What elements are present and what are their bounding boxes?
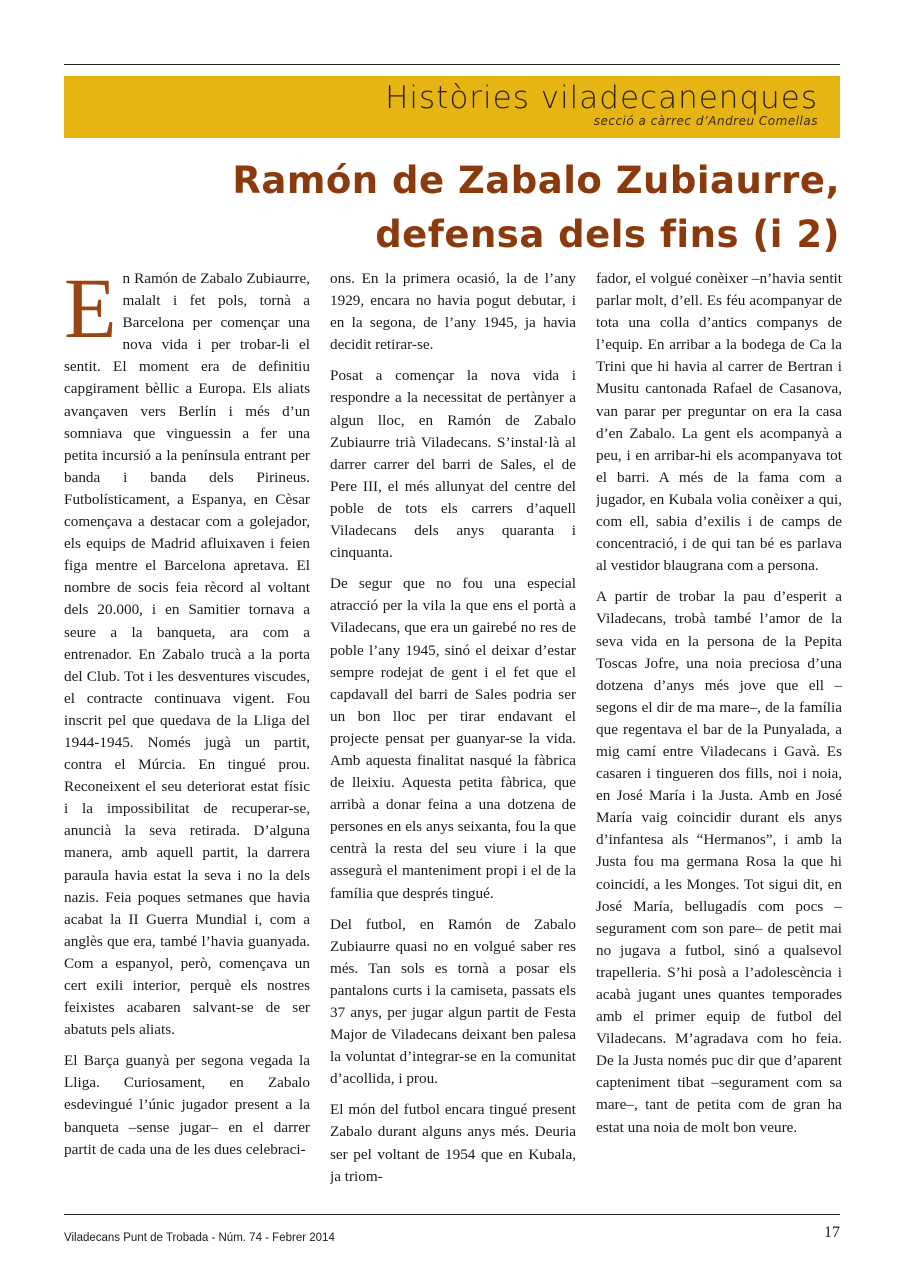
top-rule <box>64 64 840 65</box>
article-title-line-2: defensa dels fins (i 2) <box>375 213 840 256</box>
paragraph: ons. En la primera ocasió, la de l’any 1929, encara no havia pogut debutar, i en la segona, de l’any 1945, ja havia decidit retirar-se. <box>330 270 576 354</box>
section-title: Històries viladecanenques <box>385 80 818 116</box>
section-credit: secció a càrrec d’Andreu Comellas <box>593 114 818 128</box>
section-banner <box>64 76 840 138</box>
column-3 <box>596 268 842 1204</box>
paragraph: En Ramón de Zabalo Zubiaurre, malalt i fet pols, tornà a Barcelona per començar una nova vida i per trobar-li el sentit. El moment era de definitiu capgirament bèllic a Europa. Els aliats avançaven vers Berlín i més d’un somniava que vinguessin a fer una petita incursió a la península entrant per banda i banda dels Pirineus. Futbolísticament, a Espanya, en Cèsar començava a destacar com a golejador, els equips de Madrid afluixaven i feien figa mentre el Barcelona apretava. El nombre de socis feia rècord al voltant dels 20.000, i en Samitier tornava a seure a la banqueta, ara com a entrenador. En Zabalo trucà a la porta del Club. Tot i les desventures viscudes, el contracte continuava vigent. Fou inscrit pel que quedava de la Lliga del 1944-1945. Només jugà un partit, contra el Múrcia. En tingué prou. Reconeixent el seu deteriorat estat físic i la impossibilitat de recuperar-se, anuncià la seva retirada. D’alguna manera, amb aquell partit, la darrera paraula havia estat la seva i no la dels nazis. Feia poques setmanes que havia acabat la II Guerra Mundial i, com a anglès que era, també l’havia guanyada. Com a espanyol, però, començava un cert exili interior, perquè els nostres feixistes acabaren salvant-se de ser abatuts pels aliats. <box>64 268 310 1039</box>
article-title-line-1: Ramón de Zabalo Zubiaurre, <box>232 159 840 202</box>
paragraph: El món del futbol encara tingué present Zabalo durant alguns anys més. Deuria ser pel voltant de 1954 que en Kubala, ja triom- <box>330 1101 576 1185</box>
drop-cap: E <box>64 268 117 356</box>
footer-publication: Viladecans Punt de Trobada - Núm. 74 - Febrer 2014 <box>64 1232 335 1244</box>
bottom-rule <box>64 1214 840 1215</box>
paragraph: Del futbol, en Ramón de Zabalo Zubiaurre quasi no en volgué saber res més. Tan sols es tornà a posar els pantalons curts i la camiseta, passats els 37 anys, per jugar algun partit de Festa Major de Viladecans deixant ben palesa la voluntat d’integrar-se en la comunitat d’acollida, i prou. <box>330 915 576 1088</box>
paragraph: El Barça guanyà per segona vegada la Lliga. Curiosament, en Zabalo esdevingué l’únic jugador present a la banqueta –sense jugar– en el darrer partit de cada una de les dues celebraci- <box>64 1052 310 1158</box>
paragraph: A partir de trobar la pau d’esperit a Viladecans, trobà també l’amor de la seva vida en la persona de la Pepita Toscas Jofre, una noia preciosa d’una dotzena d’anys més jove que ell –segons el dir de ma mare–, de la família que regentava el bar de la Punyalada, a mig camí entre Viladecans i Gavà. Es casaren i tingueren dos fills, noi i noia, en José María i la Justa. Amb en José María vaig coincidir durant els anys d’infantesa als “Hermanos”, i amb la Justa fou ma germana Rosa la que hi coincidí, a les Monges. Tot sigui dit, en José María, bellugadís com pocs –segurament com son pare– de petit mai no jugava a futbol, sinó a qualsevol trapelleria. S’hi posà a l’adolescència i acabà jugant unes quantes temporades amb el primer equip de futbol del Viladecans. M’agradava com ho feia. De la Justa només puc dir que d’aparent capteniment tibat –segurament com sa mare–, tant de petita com de gran ha estat una noia de molt bon veure. <box>596 588 842 1136</box>
article-title <box>120 154 840 262</box>
column-1 <box>64 268 310 1204</box>
paragraph: De segur que no fou una especial atracció per la vila la que ens el portà a Viladecans, que era un gairebé no res de poble l’any 1945, sinó el deixar d’estar sempre rodejat de gent i el fet que el capdavall del barri de Sales podria ser un bon lloc per tirar endavant el projecte pensat per guanyar-se la vida. Amb aquesta finalitat nasqué la fàbrica de lleixiu. Aquesta petita fàbrica, que arribà a donar feina a una dotzena de persones en els anys seixanta, fou la que centrà la resta del seu viure i la que assegurà el manteniment propi i el de la família que després tingué. <box>330 575 576 902</box>
column-2 <box>330 268 576 1204</box>
article-body <box>64 268 842 1204</box>
paragraph: Posat a començar la nova vida i respondre a la necessitat de pertànyer a algun lloc, en Ramón de Zabalo Zubiaurre trià Viladecans. S’instal·là al darrer carrer del barri de Sales, el de Pere III, el més allunyat del centre del poble de tots els carrers d’aquell Viladecans dels anys quaranta i cinquanta. <box>330 367 576 562</box>
page-number: 17 <box>824 1224 840 1241</box>
paragraph: fador, el volgué conèixer –n’havia sentit parlar molt, d’ell. Es féu acompanyar de tota una colla d’antics companys de l’equip. En arribar a la bodega de Ca la Trini que hi havia al carrer de Bertran i Musitu cantonada Rafael de Casanova, van parar per preguntar on era la casa d’en Zabalo. La gent els acompanyà a peu, i en arribar-hi els acompanyava tot el barri. A més de la fama com a jugador, en Kubala volia conèixer a qui, com ell, sabia d’exilis i de camps de concentració, i de qui tan bé es parlava al vestidor blaugrana com a persona. <box>596 270 842 575</box>
